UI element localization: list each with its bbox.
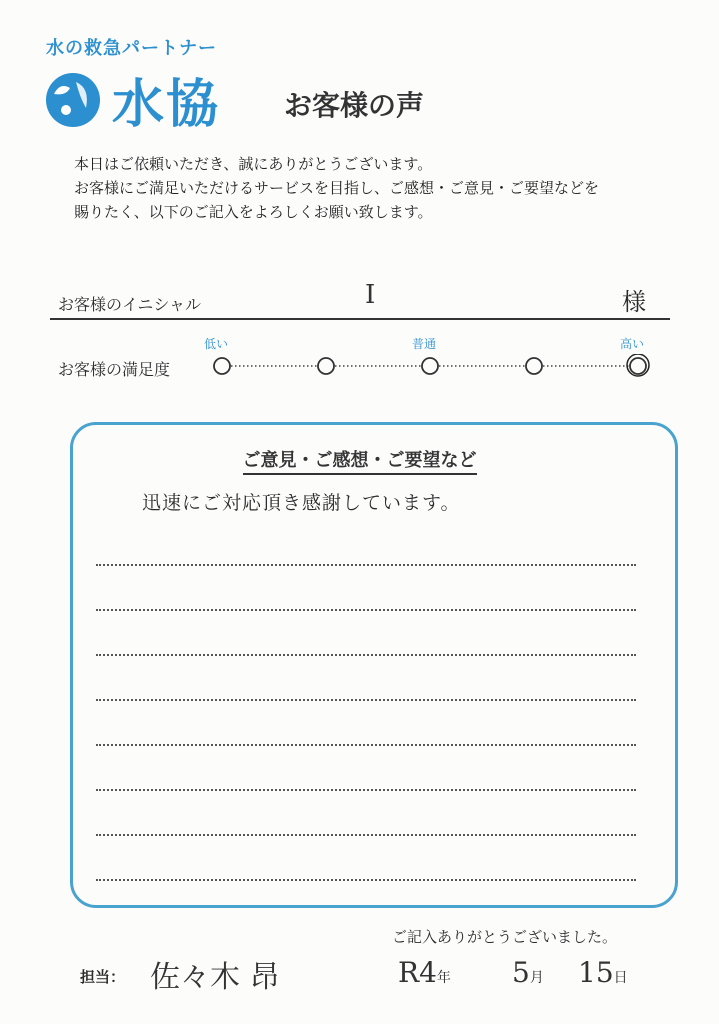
comment-line <box>96 701 636 746</box>
initial-label: お客様のイニシャル <box>58 295 202 314</box>
intro-line: お客様にご満足いただけるサービスを目指し、ご感想・ご意見・ご要望などを <box>74 179 600 197</box>
intro-line: 賜りたく、以下のご記入をよろしくお願い致します。 <box>74 203 433 221</box>
scale-high-label: 高い <box>620 337 645 351</box>
scale-option-3[interactable] <box>422 358 438 374</box>
scale-low-label: 低い <box>204 337 229 351</box>
handwritten-comment: 迅速にご対応頂き感謝しています。 <box>142 492 461 514</box>
comment-line <box>96 521 636 566</box>
staff-label: 担当： <box>80 968 126 986</box>
scale-option-4[interactable] <box>526 358 542 374</box>
comment-line <box>96 611 636 656</box>
date-day <box>578 956 628 989</box>
year-unit: 年 <box>436 970 451 986</box>
scale-option-1[interactable] <box>214 358 230 374</box>
scale-mid-label: 普通 <box>412 337 437 351</box>
year-value: R4 <box>398 956 437 989</box>
comment-line <box>96 566 636 611</box>
comment-line <box>96 791 636 836</box>
month-value: 5 <box>512 956 530 989</box>
initial-underline <box>50 318 670 320</box>
comment-line <box>96 656 636 701</box>
comment-line <box>96 836 636 881</box>
page-title: お客様の声 <box>284 89 425 122</box>
thanks-text: ご記入ありがとうございました。 <box>392 928 618 946</box>
comments-title <box>0 446 719 472</box>
intro-line: 本日はご依頼いただき、誠にありがとうございます。 <box>74 155 433 173</box>
comment-line <box>96 746 636 791</box>
scale-option-5[interactable] <box>630 358 646 374</box>
initial-value: I <box>365 280 376 310</box>
day-unit: 日 <box>613 970 628 986</box>
intro-text <box>74 152 599 224</box>
satisfaction-scale <box>210 354 650 378</box>
tagline: 水の救急パートナー <box>46 38 217 59</box>
comment-lines <box>96 521 636 881</box>
honorific-label: 様 <box>622 288 646 316</box>
satisfaction-label: お客様の満足度 <box>58 360 171 379</box>
brand-logo-text: 水協 <box>112 75 221 135</box>
date-year <box>398 956 451 989</box>
month-unit: 月 <box>529 970 544 986</box>
scale-option-2[interactable] <box>318 358 334 374</box>
day-value: 15 <box>578 956 614 989</box>
staff-name: 佐々木 昂 <box>150 960 280 995</box>
comments-title-text: ご意見・ご感想・ご要望など <box>243 450 477 475</box>
water-drop-logo-icon <box>40 70 106 130</box>
date-month <box>512 956 544 989</box>
